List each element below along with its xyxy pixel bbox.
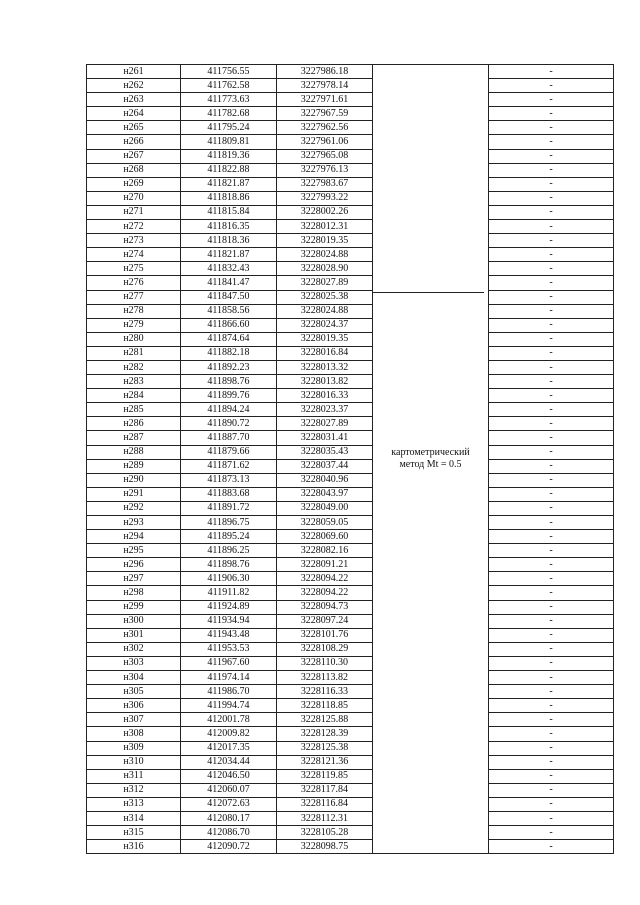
- y-coordinate-cell: 3228019.35: [277, 234, 373, 248]
- point-id-cell: н263: [87, 93, 181, 107]
- point-id-cell: н280: [87, 332, 181, 346]
- y-coordinate-cell: 3228049.00: [277, 501, 373, 515]
- x-coordinate-cell: 412017.35: [181, 741, 277, 755]
- y-coordinate-cell: 3228116.84: [277, 797, 373, 811]
- table-row: [87, 248, 614, 262]
- x-coordinate-cell: 411967.60: [181, 656, 277, 670]
- method-text-line-2: метод Mt = 0.5: [399, 459, 462, 471]
- y-coordinate-cell: 3228116.33: [277, 685, 373, 699]
- point-id-cell: н296: [87, 558, 181, 572]
- point-id-cell: н312: [87, 783, 181, 797]
- point-id-cell: н278: [87, 304, 181, 318]
- table-row: [87, 360, 614, 374]
- y-coordinate-cell: 3228027.89: [277, 417, 373, 431]
- x-coordinate-cell: 411819.36: [181, 149, 277, 163]
- point-id-cell: н283: [87, 375, 181, 389]
- extra-value-cell: -: [489, 220, 614, 234]
- x-coordinate-cell: 411816.35: [181, 220, 277, 234]
- extra-value-cell: -: [489, 389, 614, 403]
- extra-value-cell: -: [489, 741, 614, 755]
- extra-value-cell: -: [489, 290, 614, 304]
- y-coordinate-cell: 3228013.32: [277, 360, 373, 374]
- extra-value-cell: -: [489, 304, 614, 318]
- table-row: [87, 656, 614, 670]
- y-coordinate-cell: 3228019.35: [277, 332, 373, 346]
- point-id-cell: н272: [87, 220, 181, 234]
- y-coordinate-cell: 3228016.33: [277, 389, 373, 403]
- extra-value-cell: -: [489, 671, 614, 685]
- y-coordinate-cell: 3228035.43: [277, 445, 373, 459]
- extra-value-cell: -: [489, 685, 614, 699]
- x-coordinate-cell: 411756.55: [181, 65, 277, 79]
- y-coordinate-cell: 3228037.44: [277, 459, 373, 473]
- extra-value-cell: -: [489, 586, 614, 600]
- x-coordinate-cell: 411994.74: [181, 699, 277, 713]
- point-id-cell: н304: [87, 671, 181, 685]
- x-coordinate-cell: 412072.63: [181, 797, 277, 811]
- y-coordinate-cell: 3228113.82: [277, 671, 373, 685]
- table-row: [87, 642, 614, 656]
- y-coordinate-cell: 3228025.38: [277, 290, 373, 304]
- x-coordinate-cell: 411911.82: [181, 586, 277, 600]
- y-coordinate-cell: 3227976.13: [277, 163, 373, 177]
- y-coordinate-cell: 3228125.88: [277, 713, 373, 727]
- point-id-cell: н285: [87, 403, 181, 417]
- y-coordinate-cell: 3227978.14: [277, 79, 373, 93]
- table-row: [87, 572, 614, 586]
- y-coordinate-cell: 3228013.82: [277, 375, 373, 389]
- point-id-cell: н299: [87, 600, 181, 614]
- extra-value-cell: -: [489, 642, 614, 656]
- x-coordinate-cell: 411896.25: [181, 544, 277, 558]
- table-row: [87, 741, 614, 755]
- point-id-cell: н266: [87, 135, 181, 149]
- x-coordinate-cell: 411815.84: [181, 205, 277, 219]
- point-id-cell: н271: [87, 205, 181, 219]
- y-coordinate-cell: 3228002.26: [277, 205, 373, 219]
- extra-value-cell: -: [489, 783, 614, 797]
- table-row: [87, 783, 614, 797]
- table-row: [87, 205, 614, 219]
- x-coordinate-cell: 411899.76: [181, 389, 277, 403]
- x-coordinate-cell: 412060.07: [181, 783, 277, 797]
- y-coordinate-cell: 3228125.38: [277, 741, 373, 755]
- table-row: [87, 304, 614, 318]
- y-coordinate-cell: 3227986.18: [277, 65, 373, 79]
- table-row: [87, 107, 614, 121]
- table-row: [87, 558, 614, 572]
- extra-value-cell: -: [489, 107, 614, 121]
- table-row: [87, 628, 614, 642]
- x-coordinate-cell: 411782.68: [181, 107, 277, 121]
- table-row: [87, 699, 614, 713]
- coordinates-table-body: [87, 65, 614, 854]
- table-row: [87, 346, 614, 360]
- y-coordinate-cell: 3228097.24: [277, 614, 373, 628]
- y-coordinate-cell: 3228024.88: [277, 248, 373, 262]
- y-coordinate-cell: 3227962.56: [277, 121, 373, 135]
- extra-value-cell: -: [489, 121, 614, 135]
- extra-value-cell: -: [489, 530, 614, 544]
- point-id-cell: н268: [87, 163, 181, 177]
- method-text-line-1: картометрический: [391, 447, 470, 459]
- y-coordinate-cell: 3228112.31: [277, 811, 373, 825]
- extra-value-cell: -: [489, 276, 614, 290]
- table-row: [87, 713, 614, 727]
- x-coordinate-cell: 411887.70: [181, 431, 277, 445]
- extra-value-cell: -: [489, 65, 614, 79]
- table-row: [87, 516, 614, 530]
- x-coordinate-cell: 411874.64: [181, 332, 277, 346]
- x-coordinate-cell: 411873.13: [181, 473, 277, 487]
- x-coordinate-cell: 411821.87: [181, 177, 277, 191]
- x-coordinate-cell: 411832.43: [181, 262, 277, 276]
- table-row: [87, 459, 614, 473]
- x-coordinate-cell: 411847.50: [181, 290, 277, 304]
- extra-value-cell: -: [489, 445, 614, 459]
- table-row: [87, 501, 614, 515]
- method-cell-divider: [372, 292, 484, 293]
- y-coordinate-cell: 3227967.59: [277, 107, 373, 121]
- extra-value-cell: -: [489, 797, 614, 811]
- point-id-cell: н289: [87, 459, 181, 473]
- point-id-cell: н288: [87, 445, 181, 459]
- point-id-cell: н290: [87, 473, 181, 487]
- x-coordinate-cell: 412009.82: [181, 727, 277, 741]
- table-row: [87, 262, 614, 276]
- y-coordinate-cell: 3228023.37: [277, 403, 373, 417]
- table-row: [87, 79, 614, 93]
- y-coordinate-cell: 3228028.90: [277, 262, 373, 276]
- extra-value-cell: -: [489, 487, 614, 501]
- table-row: [87, 389, 614, 403]
- point-id-cell: н306: [87, 699, 181, 713]
- table-row: [87, 473, 614, 487]
- table-row: [87, 811, 614, 825]
- x-coordinate-cell: 411809.81: [181, 135, 277, 149]
- extra-value-cell: -: [489, 713, 614, 727]
- table-row: [87, 826, 614, 840]
- x-coordinate-cell: 411898.76: [181, 558, 277, 572]
- extra-value-cell: -: [489, 163, 614, 177]
- point-id-cell: н301: [87, 628, 181, 642]
- extra-value-cell: -: [489, 473, 614, 487]
- point-id-cell: н264: [87, 107, 181, 121]
- point-id-cell: н279: [87, 318, 181, 332]
- table-row: [87, 530, 614, 544]
- y-coordinate-cell: 3228040.96: [277, 473, 373, 487]
- point-id-cell: н310: [87, 755, 181, 769]
- y-coordinate-cell: 3228031.41: [277, 431, 373, 445]
- table-row: [87, 769, 614, 783]
- extra-value-cell: -: [489, 318, 614, 332]
- point-id-cell: н287: [87, 431, 181, 445]
- y-coordinate-cell: 3228059.05: [277, 516, 373, 530]
- table-row: [87, 65, 614, 79]
- point-id-cell: н314: [87, 811, 181, 825]
- y-coordinate-cell: 3228094.73: [277, 600, 373, 614]
- table-row: [87, 163, 614, 177]
- table-row: [87, 403, 614, 417]
- point-id-cell: н298: [87, 586, 181, 600]
- x-coordinate-cell: 411953.53: [181, 642, 277, 656]
- x-coordinate-cell: 411943.48: [181, 628, 277, 642]
- point-id-cell: н261: [87, 65, 181, 79]
- y-coordinate-cell: 3228117.84: [277, 783, 373, 797]
- point-id-cell: н313: [87, 797, 181, 811]
- y-coordinate-cell: 3227965.08: [277, 149, 373, 163]
- y-coordinate-cell: 3227983.67: [277, 177, 373, 191]
- x-coordinate-cell: 412090.72: [181, 840, 277, 854]
- point-id-cell: н269: [87, 177, 181, 191]
- table-row: [87, 840, 614, 854]
- extra-value-cell: -: [489, 459, 614, 473]
- table-row: [87, 417, 614, 431]
- table-row: [87, 332, 614, 346]
- point-id-cell: н281: [87, 346, 181, 360]
- x-coordinate-cell: 411821.87: [181, 248, 277, 262]
- x-coordinate-cell: 411871.62: [181, 459, 277, 473]
- point-id-cell: н267: [87, 149, 181, 163]
- point-id-cell: н311: [87, 769, 181, 783]
- x-coordinate-cell: 411818.36: [181, 234, 277, 248]
- table-row: [87, 431, 614, 445]
- x-coordinate-cell: 412001.78: [181, 713, 277, 727]
- y-coordinate-cell: 3227961.06: [277, 135, 373, 149]
- extra-value-cell: -: [489, 755, 614, 769]
- y-coordinate-cell: 3228091.21: [277, 558, 373, 572]
- x-coordinate-cell: 411858.56: [181, 304, 277, 318]
- extra-value-cell: -: [489, 191, 614, 205]
- extra-value-cell: -: [489, 769, 614, 783]
- y-coordinate-cell: 3228082.16: [277, 544, 373, 558]
- point-id-cell: н282: [87, 360, 181, 374]
- point-id-cell: н276: [87, 276, 181, 290]
- point-id-cell: н293: [87, 516, 181, 530]
- x-coordinate-cell: 411896.75: [181, 516, 277, 530]
- extra-value-cell: -: [489, 177, 614, 191]
- x-coordinate-cell: 411882.18: [181, 346, 277, 360]
- extra-value-cell: -: [489, 431, 614, 445]
- x-coordinate-cell: 411906.30: [181, 572, 277, 586]
- method-cell: [373, 65, 489, 854]
- y-coordinate-cell: 3228110.30: [277, 656, 373, 670]
- y-coordinate-cell: 3228101.76: [277, 628, 373, 642]
- table-row: [87, 671, 614, 685]
- table-row: [87, 727, 614, 741]
- extra-value-cell: -: [489, 135, 614, 149]
- x-coordinate-cell: 411866.60: [181, 318, 277, 332]
- point-id-cell: н273: [87, 234, 181, 248]
- extra-value-cell: -: [489, 516, 614, 530]
- y-coordinate-cell: 3228121.36: [277, 755, 373, 769]
- point-id-cell: н284: [87, 389, 181, 403]
- point-id-cell: н292: [87, 501, 181, 515]
- x-coordinate-cell: 411898.76: [181, 375, 277, 389]
- table-row: [87, 797, 614, 811]
- extra-value-cell: -: [489, 656, 614, 670]
- table-row: [87, 600, 614, 614]
- point-id-cell: н262: [87, 79, 181, 93]
- table-row: [87, 191, 614, 205]
- extra-value-cell: -: [489, 417, 614, 431]
- y-coordinate-cell: 3228069.60: [277, 530, 373, 544]
- table-row: [87, 121, 614, 135]
- extra-value-cell: -: [489, 826, 614, 840]
- table-row: [87, 685, 614, 699]
- extra-value-cell: -: [489, 79, 614, 93]
- x-coordinate-cell: 412034.44: [181, 755, 277, 769]
- x-coordinate-cell: 411934.94: [181, 614, 277, 628]
- y-coordinate-cell: 3228098.75: [277, 840, 373, 854]
- extra-value-cell: -: [489, 501, 614, 515]
- table-row: [87, 375, 614, 389]
- y-coordinate-cell: 3228108.29: [277, 642, 373, 656]
- x-coordinate-cell: 411924.89: [181, 600, 277, 614]
- x-coordinate-cell: 411841.47: [181, 276, 277, 290]
- y-coordinate-cell: 3228119.85: [277, 769, 373, 783]
- point-id-cell: н307: [87, 713, 181, 727]
- x-coordinate-cell: 411986.70: [181, 685, 277, 699]
- extra-value-cell: -: [489, 600, 614, 614]
- extra-value-cell: -: [489, 628, 614, 642]
- y-coordinate-cell: 3228094.22: [277, 586, 373, 600]
- x-coordinate-cell: 411883.68: [181, 487, 277, 501]
- point-id-cell: н286: [87, 417, 181, 431]
- extra-value-cell: -: [489, 234, 614, 248]
- extra-value-cell: -: [489, 248, 614, 262]
- table-row: [87, 445, 614, 459]
- y-coordinate-cell: 3228043.97: [277, 487, 373, 501]
- table-row: [87, 544, 614, 558]
- point-id-cell: н315: [87, 826, 181, 840]
- y-coordinate-cell: 3227993.22: [277, 191, 373, 205]
- table-row: [87, 220, 614, 234]
- point-id-cell: н291: [87, 487, 181, 501]
- point-id-cell: н270: [87, 191, 181, 205]
- x-coordinate-cell: 412080.17: [181, 811, 277, 825]
- x-coordinate-cell: 411762.58: [181, 79, 277, 93]
- extra-value-cell: -: [489, 205, 614, 219]
- x-coordinate-cell: 411879.66: [181, 445, 277, 459]
- point-id-cell: н277: [87, 290, 181, 304]
- point-id-cell: н295: [87, 544, 181, 558]
- point-id-cell: н305: [87, 685, 181, 699]
- point-id-cell: н303: [87, 656, 181, 670]
- point-id-cell: н297: [87, 572, 181, 586]
- point-id-cell: н300: [87, 614, 181, 628]
- extra-value-cell: -: [489, 699, 614, 713]
- table-row: [87, 487, 614, 501]
- y-coordinate-cell: 3228016.84: [277, 346, 373, 360]
- y-coordinate-cell: 3228128.39: [277, 727, 373, 741]
- y-coordinate-cell: 3228024.37: [277, 318, 373, 332]
- table-row: [87, 177, 614, 191]
- x-coordinate-cell: 411773.63: [181, 93, 277, 107]
- point-id-cell: н316: [87, 840, 181, 854]
- extra-value-cell: -: [489, 840, 614, 854]
- table-row: [87, 318, 614, 332]
- coordinates-table: [86, 64, 614, 854]
- x-coordinate-cell: 411894.24: [181, 403, 277, 417]
- extra-value-cell: -: [489, 572, 614, 586]
- extra-value-cell: -: [489, 360, 614, 374]
- x-coordinate-cell: 411895.24: [181, 530, 277, 544]
- x-coordinate-cell: 411974.14: [181, 671, 277, 685]
- y-coordinate-cell: 3227971.61: [277, 93, 373, 107]
- point-id-cell: н308: [87, 727, 181, 741]
- y-coordinate-cell: 3228094.22: [277, 572, 373, 586]
- extra-value-cell: -: [489, 262, 614, 276]
- extra-value-cell: -: [489, 149, 614, 163]
- extra-value-cell: -: [489, 544, 614, 558]
- point-id-cell: н309: [87, 741, 181, 755]
- x-coordinate-cell: 411892.23: [181, 360, 277, 374]
- point-id-cell: н265: [87, 121, 181, 135]
- y-coordinate-cell: 3228105.28: [277, 826, 373, 840]
- x-coordinate-cell: 411891.72: [181, 501, 277, 515]
- extra-value-cell: -: [489, 346, 614, 360]
- x-coordinate-cell: 411890.72: [181, 417, 277, 431]
- y-coordinate-cell: 3228118.85: [277, 699, 373, 713]
- extra-value-cell: -: [489, 332, 614, 346]
- extra-value-cell: -: [489, 811, 614, 825]
- table-row: [87, 234, 614, 248]
- x-coordinate-cell: 411795.24: [181, 121, 277, 135]
- point-id-cell: н294: [87, 530, 181, 544]
- table-row: [87, 149, 614, 163]
- point-id-cell: н275: [87, 262, 181, 276]
- extra-value-cell: -: [489, 93, 614, 107]
- table-row: [87, 614, 614, 628]
- table-row: [87, 276, 614, 290]
- table-row: [87, 93, 614, 107]
- y-coordinate-cell: 3228024.88: [277, 304, 373, 318]
- extra-value-cell: -: [489, 403, 614, 417]
- extra-value-cell: -: [489, 727, 614, 741]
- table-row: [87, 586, 614, 600]
- y-coordinate-cell: 3228027.89: [277, 276, 373, 290]
- x-coordinate-cell: 412086.70: [181, 826, 277, 840]
- extra-value-cell: -: [489, 614, 614, 628]
- table-row: [87, 290, 614, 304]
- x-coordinate-cell: 411818.86: [181, 191, 277, 205]
- x-coordinate-cell: 411822.88: [181, 163, 277, 177]
- extra-value-cell: -: [489, 375, 614, 389]
- x-coordinate-cell: 412046.50: [181, 769, 277, 783]
- table-row: [87, 755, 614, 769]
- extra-value-cell: -: [489, 558, 614, 572]
- point-id-cell: н302: [87, 642, 181, 656]
- point-id-cell: н274: [87, 248, 181, 262]
- table-row: [87, 135, 614, 149]
- y-coordinate-cell: 3228012.31: [277, 220, 373, 234]
